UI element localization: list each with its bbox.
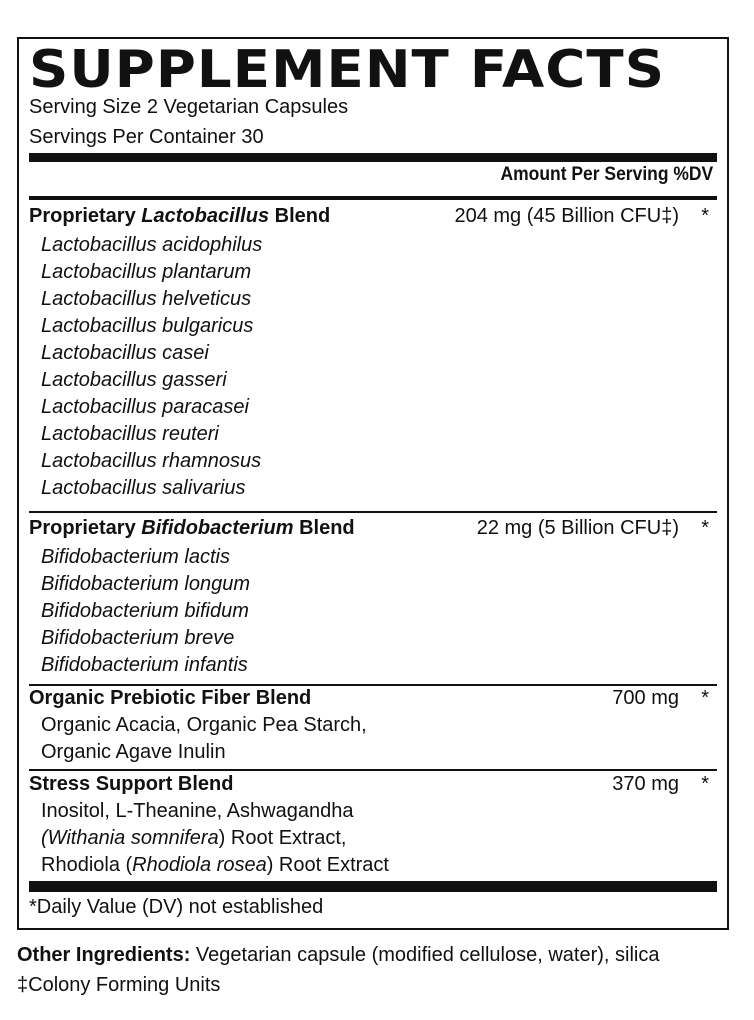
blend-amount: 204 mg (45 Billion CFU‡) [454,205,679,227]
other-ingredients: Other Ingredients: Vegetarian capsule (modified cellulose, water), silica [17,944,660,966]
lactobacillus-blend [29,203,717,499]
bifidobacterium-blend [29,515,717,676]
thick-divider [29,881,717,892]
ingredient: Lactobacillus acidophilus [41,234,263,256]
ingredient-line: (Withania somnifera) Root Extract, [41,827,347,849]
dv-footnote: *Daily Value (DV) not established [29,896,324,918]
ingredient: Lactobacillus rhamnosus [41,450,262,472]
blend-amount: 370 mg [612,773,679,795]
stress-support-blend [29,771,717,876]
ingredient-list [41,544,717,679]
ingredient: Bifidobacterium bifidum [41,600,249,622]
blend-dv: * [701,205,709,227]
header-divider [29,196,717,200]
ingredient: Lactobacillus casei [41,342,209,364]
supplement-facts-panel [17,37,729,930]
ingredient: Bifidobacterium lactis [41,546,230,568]
cfu-note: ‡Colony Forming Units [17,974,221,996]
blend-name: Proprietary Bifidobacterium Blend [29,517,355,539]
blend-dv: * [701,517,709,539]
blend-amount: 22 mg (5 Billion CFU‡) [476,517,679,539]
column-header: Amount Per Serving %DV [500,164,713,185]
serving-size: Serving Size 2 Vegetarian Capsules [29,96,349,118]
ingredient-line: Organic Acacia, Organic Pea Starch, [41,714,367,736]
ingredient-line: Organic Agave Inulin [41,741,226,763]
ingredient: Lactobacillus paracasei [41,396,249,418]
ingredient: Lactobacillus reuteri [41,423,219,445]
ingredient-list [41,712,717,766]
ingredient-list [41,232,717,502]
ingredient: Bifidobacterium breve [41,627,235,649]
ingredient: Bifidobacterium longum [41,573,250,595]
blend-name: Organic Prebiotic Fiber Blend [29,687,312,709]
ingredient: Lactobacillus gasseri [41,369,227,391]
ingredient: Lactobacillus plantarum [41,261,252,283]
ingredient-line: Rhodiola (Rhodiola rosea) Root Extract [41,854,389,876]
blend-dv: * [701,687,709,709]
ingredient-list [41,798,717,879]
blend-dv: * [701,773,709,795]
servings-per-container: Servings Per Container 30 [29,126,264,148]
blend-name: Stress Support Blend [29,773,234,795]
ingredient: Lactobacillus salivarius [41,477,246,499]
ingredient-line: Inositol, L-Theanine, Ashwagandha [41,800,354,822]
panel-title: SUPPLEMENT FACTS [29,40,666,100]
ingredient: Lactobacillus bulgaricus [41,315,254,337]
blend-amount: 700 mg [612,687,679,709]
section-divider [29,511,717,513]
ingredient: Bifidobacterium infantis [41,654,248,676]
ingredient: Lactobacillus helveticus [41,288,252,310]
blend-name: Proprietary Lactobacillus Blend [29,205,331,227]
thick-divider [29,153,717,162]
prebiotic-fiber-blend [29,685,717,763]
